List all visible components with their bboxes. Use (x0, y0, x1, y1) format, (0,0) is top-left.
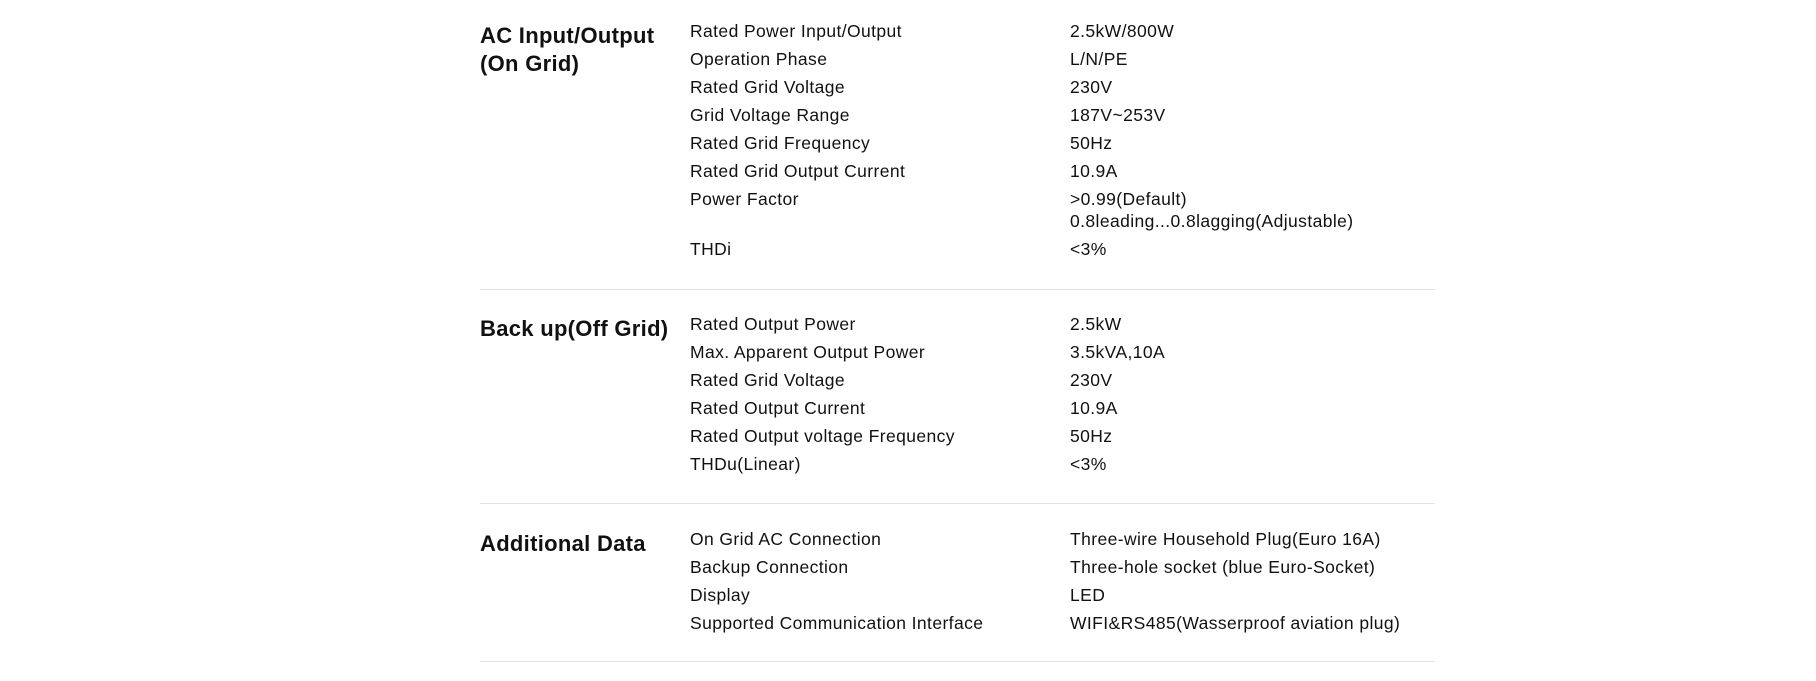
spec-label: Rated Grid Voltage (690, 370, 846, 390)
section-rows (690, 528, 1435, 661)
spec-row (690, 612, 1435, 634)
spec-row (690, 425, 1435, 447)
spec-label: Rated Output Power (690, 314, 856, 334)
spec-value: 10.9A (1070, 161, 1118, 181)
spec-value: 50Hz (1070, 133, 1113, 153)
spec-label: Operation Phase (690, 49, 828, 69)
section-title: AC Input/Output (On Grid) (480, 23, 655, 76)
section-rows (690, 313, 1435, 503)
spec-value: 230V (1070, 370, 1113, 390)
spec-label: Rated Grid Frequency (690, 133, 871, 153)
spec-label: Max. Apparent Output Power (690, 342, 926, 362)
spec-label: Rated Power Input/Output (690, 21, 902, 41)
spec-row (690, 584, 1435, 606)
spec-label: Backup Connection (690, 557, 849, 577)
spec-value: 2.5kW/800W (1070, 21, 1175, 41)
spec-label: Rated Grid Voltage (690, 77, 846, 97)
spec-value: LED (1070, 585, 1106, 605)
spec-row (690, 397, 1435, 419)
section-ac-input-output (480, 0, 1435, 290)
spec-value: L/N/PE (1070, 49, 1128, 69)
spec-table (480, 0, 1435, 662)
spec-row (690, 238, 1435, 260)
spec-label: THDu(Linear) (690, 454, 801, 474)
spec-label: On Grid AC Connection (690, 529, 882, 549)
spec-label: Grid Voltage Range (690, 105, 850, 125)
section-title: Back up(Off Grid) (480, 316, 669, 341)
spec-label: Supported Communication Interface (690, 613, 984, 633)
spec-label: Rated Output Current (690, 398, 866, 418)
spec-label: Display (690, 585, 751, 605)
spec-label: THDi (690, 239, 732, 259)
spec-label: Rated Output voltage Frequency (690, 426, 955, 446)
spec-row (690, 313, 1435, 335)
section-backup-off-grid (480, 290, 1435, 504)
spec-row (690, 104, 1435, 126)
spec-value: <3% (1070, 239, 1107, 259)
spec-row (690, 48, 1435, 70)
spec-value: <3% (1070, 454, 1107, 474)
spec-value: 50Hz (1070, 426, 1113, 446)
spec-row (690, 76, 1435, 98)
section-title: Additional Data (480, 531, 646, 556)
spec-label: Power Factor (690, 189, 799, 209)
spec-value: >0.99(Default) 0.8leading...0.8lagging(Adjustable) (1070, 189, 1354, 231)
spec-row (690, 369, 1435, 391)
spec-value: 187V~253V (1070, 105, 1166, 125)
spec-value: WIFI&RS485(Wasserproof aviation plug) (1070, 613, 1401, 633)
spec-row (690, 132, 1435, 154)
spec-row (690, 20, 1435, 42)
spec-value: 3.5kVA,10A (1070, 342, 1166, 362)
spec-value: 10.9A (1070, 398, 1118, 418)
spec-value: 230V (1070, 77, 1113, 97)
spec-row (690, 341, 1435, 363)
spec-row (690, 160, 1435, 182)
spec-label: Rated Grid Output Current (690, 161, 906, 181)
spec-value: 2.5kW (1070, 314, 1122, 334)
section-additional-data (480, 504, 1435, 662)
spec-row (690, 528, 1435, 550)
spec-value: Three-wire Household Plug(Euro 16A) (1070, 529, 1381, 549)
spec-row (690, 556, 1435, 578)
section-rows (690, 20, 1435, 289)
spec-row (690, 188, 1435, 232)
spec-value: Three-hole socket (blue Euro-Socket) (1070, 557, 1376, 577)
spec-row (690, 453, 1435, 475)
